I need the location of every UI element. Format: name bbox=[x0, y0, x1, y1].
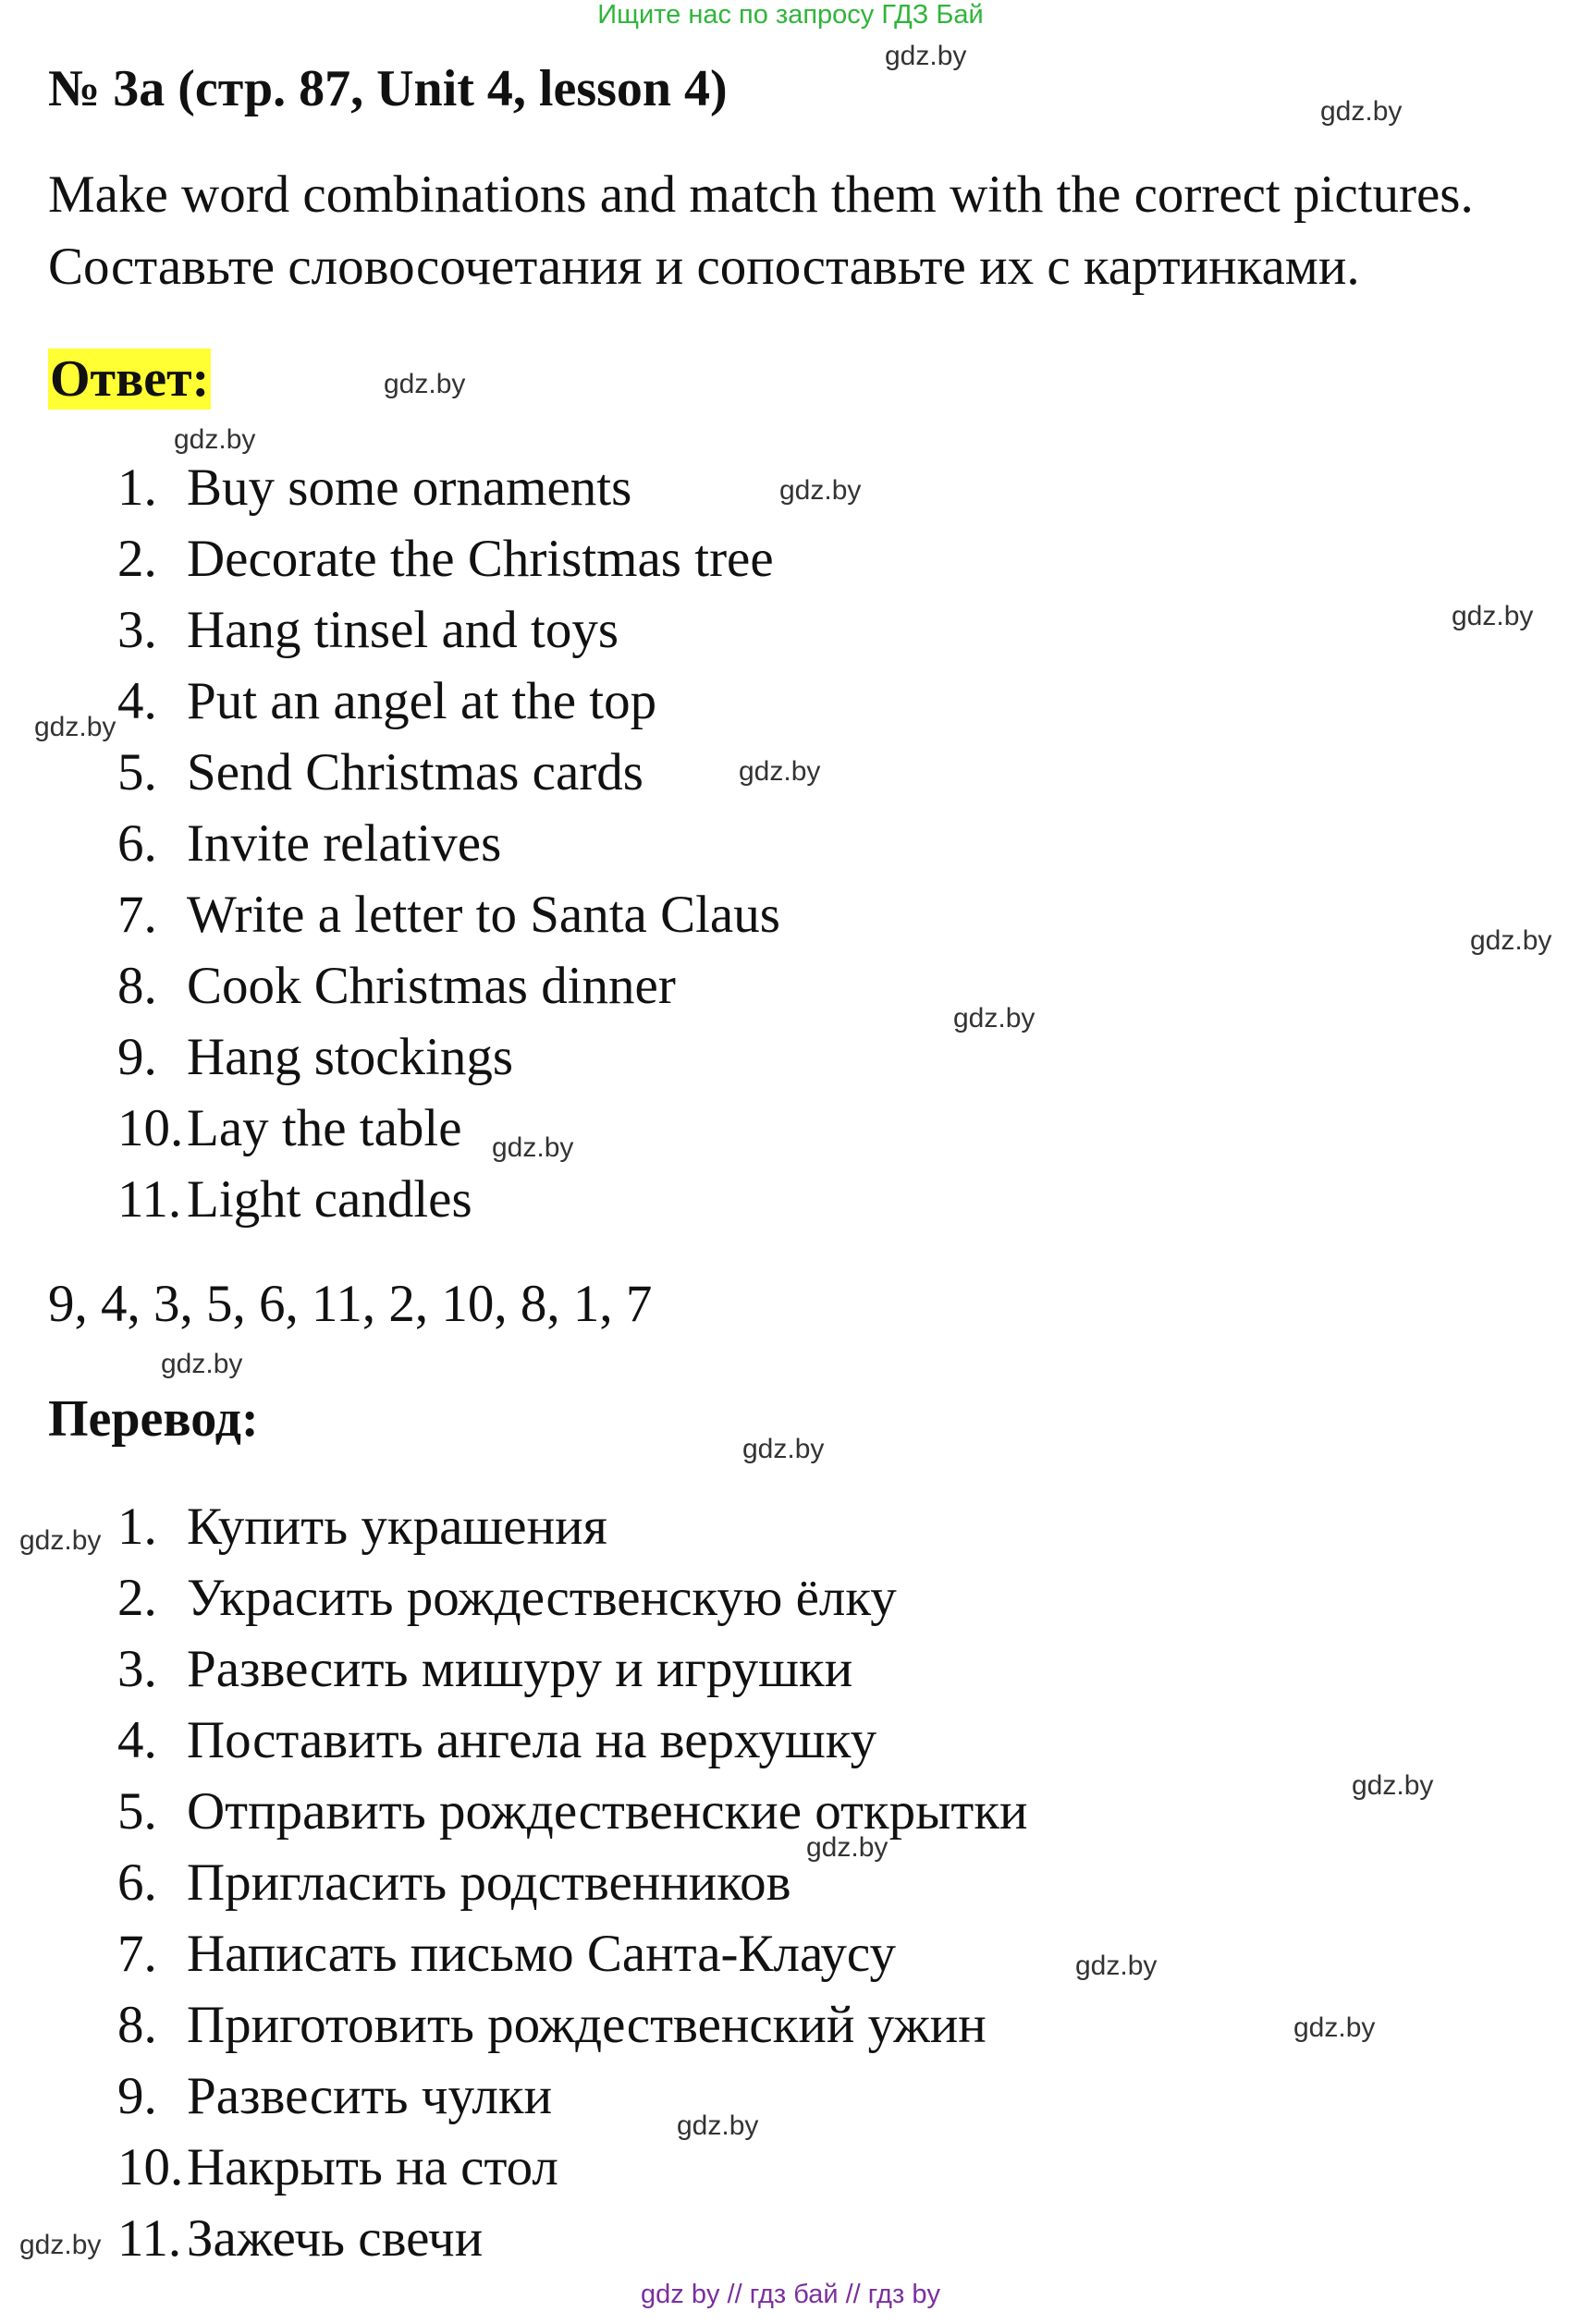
watermark: gdz.by bbox=[19, 2230, 102, 2260]
translation-list bbox=[117, 1491, 1028, 2274]
list-item: 9. Развесить чулки bbox=[117, 2067, 553, 2125]
watermark: gdz.by bbox=[384, 369, 466, 399]
watermark: gdz.by bbox=[1293, 2012, 1376, 2043]
watermark: gdz.by bbox=[1452, 601, 1534, 631]
watermark: gdz.by bbox=[161, 1349, 243, 1379]
watermark: gdz.by bbox=[1470, 925, 1552, 956]
list-item: 10.Lay the table bbox=[117, 1099, 462, 1157]
watermark: gdz.by bbox=[953, 1003, 1036, 1034]
list-item: 7. Write a letter to Santa Claus bbox=[117, 886, 780, 944]
watermark: gdz.by bbox=[806, 1832, 889, 1863]
exercise-title: № 3a (стр. 87, Unit 4, lesson 4) bbox=[48, 60, 728, 117]
answer-label: Ответ: bbox=[50, 350, 210, 408]
list-item: 1. Купить украшения bbox=[117, 1498, 607, 1556]
list-item: 1. Buy some ornaments bbox=[117, 459, 632, 517]
watermark: gdz.by bbox=[885, 41, 967, 71]
list-item: 2. Украсить рождественскую ёлку bbox=[117, 1569, 897, 1627]
watermark: gdz.by bbox=[1320, 96, 1403, 127]
list-item: 9. Hang stockings bbox=[117, 1028, 514, 1086]
translation-label: Перевод: bbox=[48, 1390, 259, 1448]
list-item: 4. Put an angel at the top bbox=[117, 672, 657, 730]
header-banner[interactable]: Ищите нас по запросу ГДЗ Бай bbox=[597, 0, 984, 30]
list-item: 11. Зажечь свечи bbox=[117, 2209, 484, 2268]
list-item: 5. Отправить рождественские открытки bbox=[117, 1782, 1028, 1841]
footer-banner[interactable]: gdz by // гдз бай // гдз by bbox=[641, 2280, 940, 2309]
watermark: gdz.by bbox=[779, 475, 862, 506]
watermark: gdz.by bbox=[739, 756, 821, 787]
list-item: 6. Invite relatives bbox=[117, 814, 502, 873]
watermark: gdz.by bbox=[492, 1132, 574, 1163]
list-item: 7. Написать письмо Санта-Клаусу bbox=[117, 1925, 896, 1983]
watermark: gdz.by bbox=[742, 1434, 825, 1464]
watermark: gdz.by bbox=[1352, 1770, 1434, 1801]
list-item: 8. Приготовить рождественский ужин bbox=[117, 1996, 987, 2054]
task-english: Make word combinations and match them with the correct pictures. bbox=[48, 165, 1474, 224]
watermark: gdz.by bbox=[174, 424, 256, 455]
answer-sequence: 9, 4, 3, 5, 6, 11, 2, 10, 8, 1, 7 bbox=[48, 1275, 653, 1333]
list-item: 3. Развесить мишуру и игрушки bbox=[117, 1640, 853, 1698]
task-russian: Составьте словосочетания и сопоставьте их с картинками. bbox=[48, 238, 1360, 296]
answer-list bbox=[117, 452, 780, 1235]
watermark: gdz.by bbox=[1075, 1951, 1158, 1981]
watermark: gdz.by bbox=[677, 2110, 759, 2141]
list-item: 3. Hang tinsel and toys bbox=[117, 601, 619, 659]
list-item: 10.Накрыть на стол bbox=[117, 2138, 558, 2196]
list-item: 2. Decorate the Christmas tree bbox=[117, 530, 774, 588]
watermark: gdz.by bbox=[34, 712, 116, 742]
list-item: 5. Send Christmas cards bbox=[117, 743, 643, 801]
list-item: 11. Light candles bbox=[117, 1170, 472, 1229]
list-item: 6. Пригласить родственников bbox=[117, 1853, 791, 1912]
watermark: gdz.by bbox=[19, 1525, 102, 1556]
list-item: 4. Поставить ангела на верхушку bbox=[117, 1711, 877, 1769]
list-item: 8. Cook Christmas dinner bbox=[117, 957, 676, 1015]
